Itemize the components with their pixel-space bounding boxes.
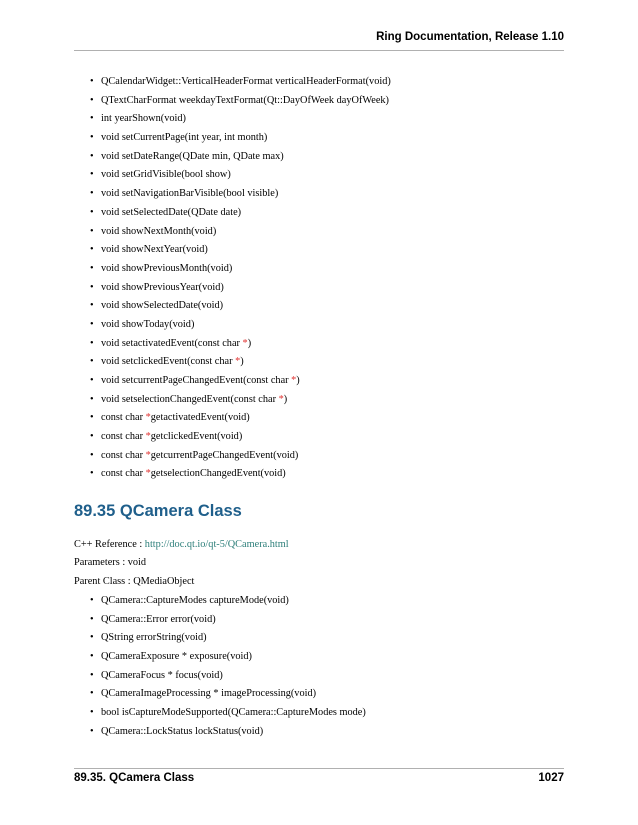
method-signature: void showSelectedDate(void) [101,300,224,312]
list-item [90,374,560,393]
bullet: • [90,318,94,330]
reference-link[interactable]: http://doc.qt.io/qt-5/QCamera.html [144,539,289,550]
pointer-asterisk: * [242,337,248,349]
bullet: • [90,76,94,87]
list-item [90,706,560,725]
method-signature: void showNextYear(void) [101,244,208,256]
method-signature: const char [101,431,146,443]
method-signature: QCameraFocus * focus(void) [101,669,223,681]
pointer-asterisk: * [235,356,241,368]
list-item [90,281,560,300]
method-signature: QCalendarWidget::VerticalHeaderFormat verticalHeaderFormat(void) [101,76,391,87]
bullet: • [90,449,94,461]
parameters-line: Parameters : void [74,557,147,568]
bullet: • [90,188,94,200]
method-signature-tail: getactivatedEvent(void) [150,412,250,424]
list-item [90,187,560,206]
method-signature: QCamera::LockStatus lockStatus(void) [101,725,264,737]
method-signature: void setcurrentPageChangedEvent(const char [101,375,292,386]
pointer-asterisk: * [145,431,151,443]
parent-class-line: Parent Class : QMediaObject [74,576,195,587]
list-item [90,594,560,613]
method-signature: void setDateRange(QDate min, QDate max) [101,150,284,162]
list-item [90,75,560,94]
pointer-asterisk: * [145,468,151,480]
bullet: • [90,281,94,293]
method-signature: const char [101,412,146,424]
reference-label: C++ Reference : [74,539,145,550]
list-item [90,650,560,669]
qcamera-method-list [90,594,560,744]
bullet: • [90,356,94,368]
bullet: • [90,113,94,125]
footer-section: 89.35. QCamera Class [74,772,195,784]
method-signature: const char [101,468,146,480]
method-signature-tail: ) [247,337,252,349]
method-list-continued [90,75,560,486]
bullet: • [90,669,94,681]
bullet: • [90,132,94,144]
cpp-reference [74,539,289,550]
bullet: • [90,262,94,274]
bullet: • [90,244,94,256]
method-signature: QString errorString(void) [101,632,207,644]
list-item [90,411,560,430]
bullet: • [90,337,94,349]
method-signature: void setactivatedEvent(const char [101,337,243,349]
bullet: • [90,300,94,312]
bullet: • [90,632,94,644]
method-signature: void setselectionChangedEvent(const char [101,393,279,405]
method-signature: int yearShown(void) [101,113,186,125]
method-signature: QCamera::CaptureModes captureMode(void) [101,595,289,606]
bullet: • [90,169,94,181]
method-signature-tail: ) [240,356,244,368]
list-item [90,687,560,706]
page-number: 1027 [538,772,564,784]
method-signature: void showToday(void) [101,318,195,330]
bullet: • [90,94,94,106]
method-signature: void setNavigationBarVisible(bool visible) [101,188,279,200]
section-heading: 89.35 QCamera Class [74,502,242,520]
list-item [90,112,560,131]
method-signature: void showPreviousMonth(void) [101,262,233,274]
method-signature: void showNextMonth(void) [101,225,217,237]
method-signature-tail: getselectionChangedEvent(void) [150,468,286,480]
list-item [90,131,560,150]
list-item [90,467,560,486]
list-item [90,168,560,187]
method-signature: void setclickedEvent(const char [101,356,236,368]
list-item [90,243,560,262]
bullet: • [90,206,94,218]
bullet: • [90,225,94,237]
pointer-asterisk: * [278,393,284,405]
method-signature-tail: getclickedEvent(void) [150,431,243,443]
method-signature: void showPreviousYear(void) [101,281,224,293]
method-signature: void setCurrentPage(int year, int month) [101,132,268,144]
list-item [90,318,560,337]
method-signature: void setGridVisible(bool show) [101,169,231,181]
list-item [90,613,560,632]
list-item [90,262,560,281]
bullet: • [90,725,94,737]
bullet: • [90,595,94,606]
header-rule [74,50,564,51]
pointer-asterisk: * [145,412,151,424]
list-item [90,669,560,688]
list-item [90,206,560,225]
list-item [90,631,560,650]
list-item [90,299,560,318]
method-signature: QCameraImageProcessing * imageProcessing(void) [101,688,317,700]
bullet: • [90,707,94,719]
pointer-asterisk: * [291,375,297,386]
method-signature-tail: ) [296,375,300,386]
running-header: Ring Documentation, Release 1.10 [376,31,564,43]
bullet: • [90,393,94,405]
method-signature-tail: getcurrentPageChangedEvent(void) [150,449,299,461]
bullet: • [90,613,94,625]
list-item [90,725,560,744]
method-signature: const char [101,449,146,461]
list-item [90,393,560,412]
bullet: • [90,431,94,443]
list-item [90,225,560,244]
list-item [90,150,560,169]
method-signature-tail: ) [283,393,288,405]
bullet: • [90,375,94,386]
method-signature: QCamera::Error error(void) [101,613,216,625]
method-signature: QTextCharFormat weekdayTextFormat(Qt::DayOfWeek dayOfWeek) [101,94,389,106]
bullet: • [90,688,94,700]
list-item [90,355,560,374]
list-item [90,94,560,113]
bullet: • [90,412,94,424]
footer-rule [74,768,564,769]
method-signature: void setSelectedDate(QDate date) [101,206,242,218]
pointer-asterisk: * [145,449,151,461]
bullet: • [90,150,94,162]
bullet: • [90,468,94,480]
list-item [90,337,560,356]
method-signature: QCameraExposure * exposure(void) [101,651,252,663]
list-item [90,430,560,449]
bullet: • [90,651,94,663]
list-item [90,449,560,468]
method-signature: bool isCaptureModeSupported(QCamera::CaptureModes mode) [101,707,366,719]
